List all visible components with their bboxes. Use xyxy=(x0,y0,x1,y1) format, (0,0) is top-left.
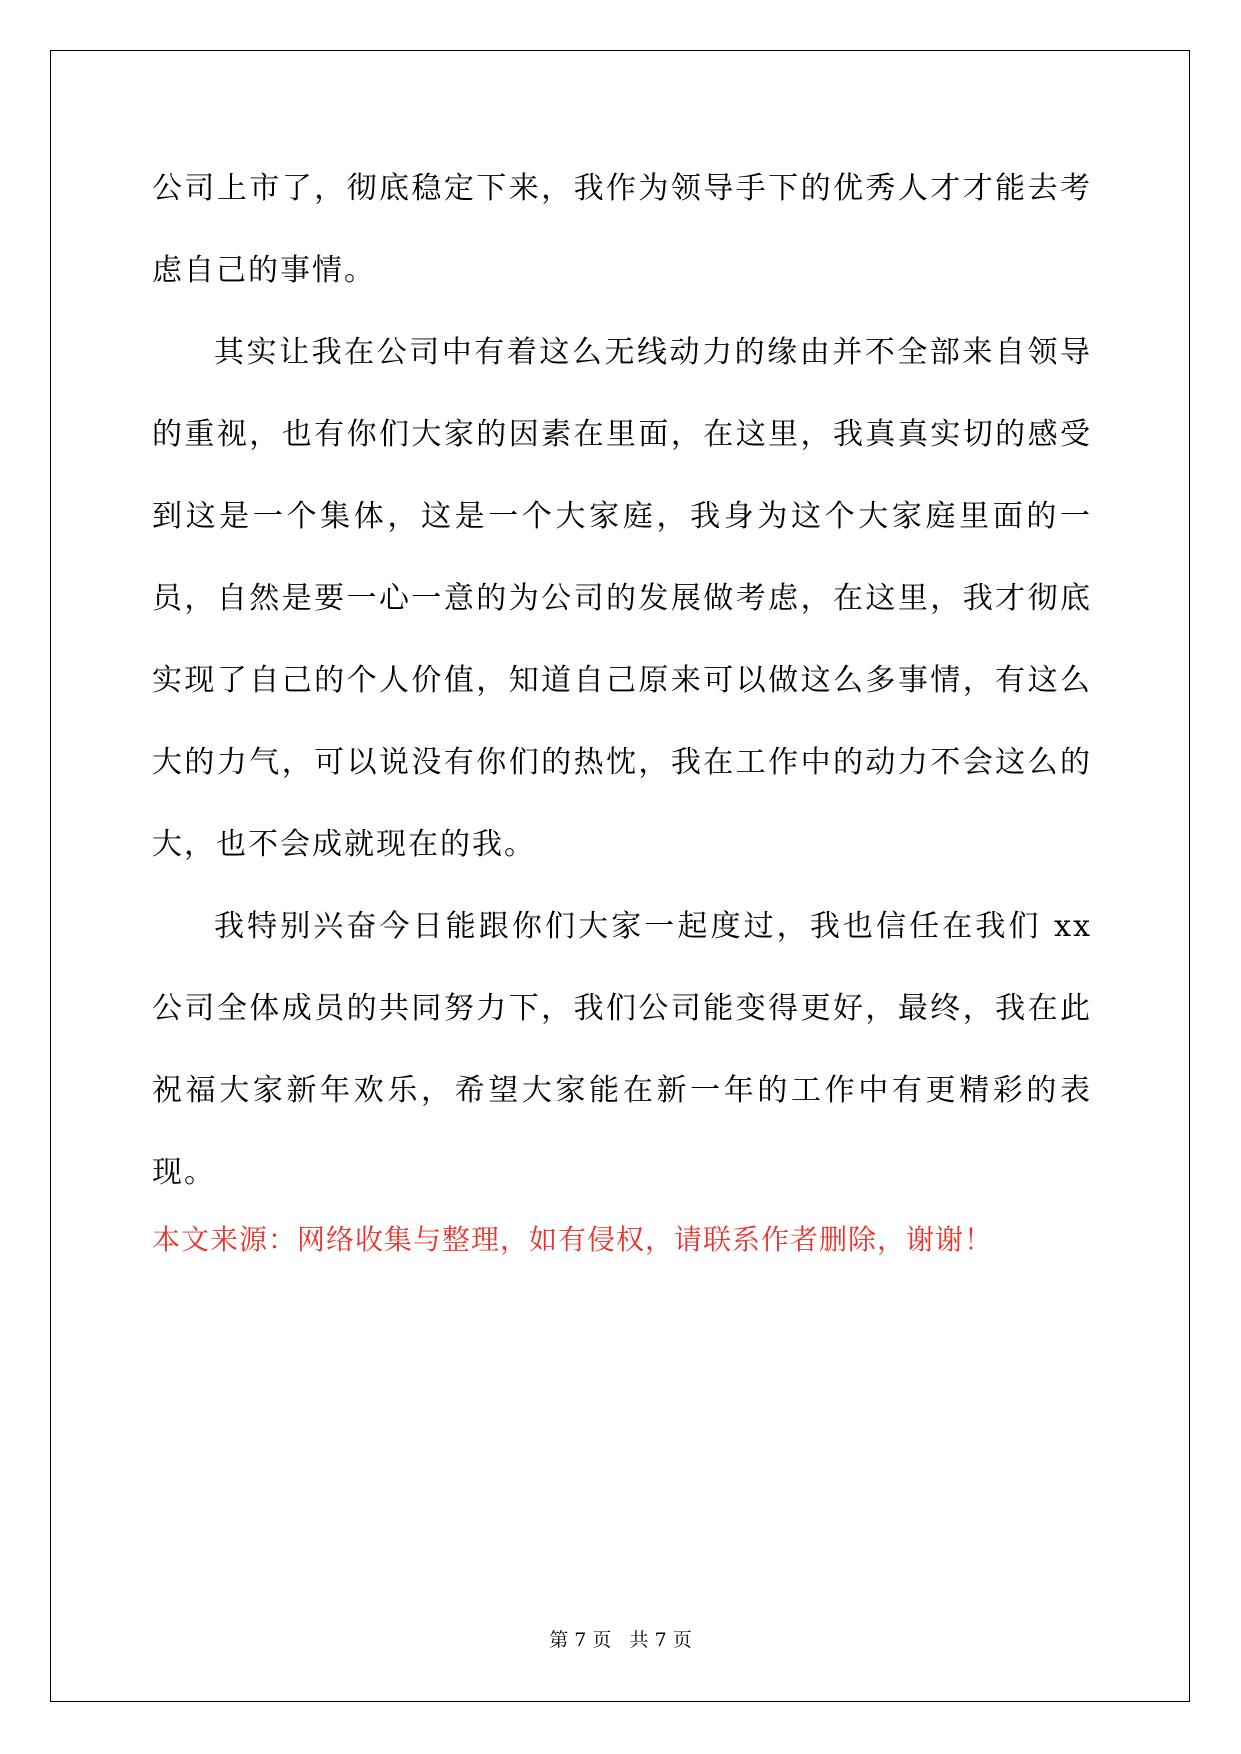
paragraph-body: 其实让我在公司中有着这么无线动力的缘由并不全部来自领导的重视，也有你们大家的因素在里面，在这里，我真真实切的感受到这是一个集体，这是一个大家庭，我身为这个大家庭里面的一员，自然是要一心一意的为公司的发展做考虑，在这里，我才彻底实现了自己的个人价值，知道自己原来可以做这么多事情，有这么大的力气，可以说没有你们的热忱，我在工作中的动力不会这么的大，也不会成就现在的我。 xyxy=(152,335,1092,862)
page-number-footer: 第 7 页 共 7 页 xyxy=(549,1629,692,1651)
source-disclaimer: 本文来源：网络收集与整理，如有侵权，请联系作者删除，谢谢！ xyxy=(152,1223,994,1256)
paragraph-continuation: 公司上市了，彻底稳定下来，我作为领导手下的优秀人才才能去考虑自己的事情。 xyxy=(152,171,1092,288)
paragraph-closing: 我特别兴奋今日能跟你们大家一起度过，我也信任在我们 xx 公司全体成员的共同努力下，我们公司能变得更好，最终，我在此祝福大家新年欢乐，希望大家能在新一年的工作中有更精彩的表现。 xyxy=(152,909,1092,1190)
